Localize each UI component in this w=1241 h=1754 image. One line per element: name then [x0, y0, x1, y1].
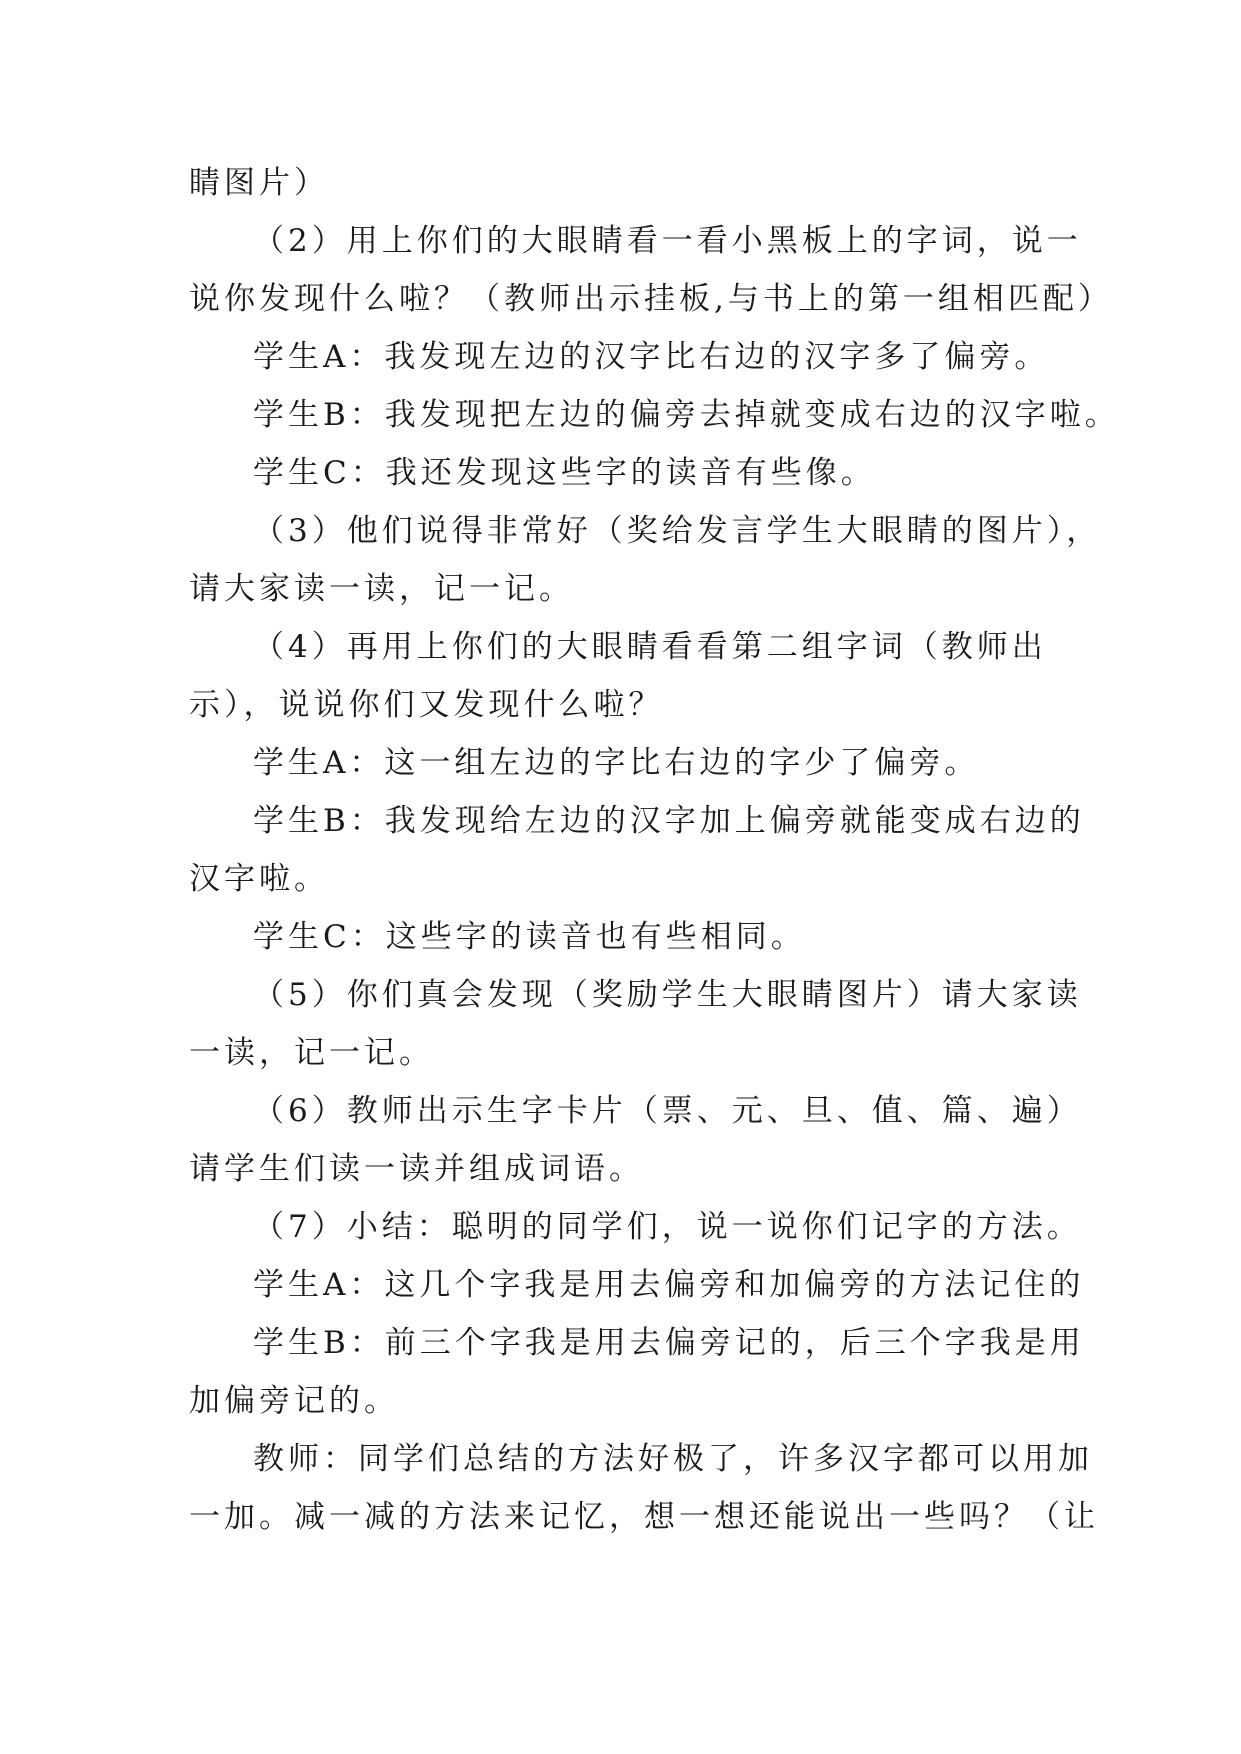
text-line-7: （3）他们说得非常好（奖给发言学生大眼睛的图片）， — [253, 513, 1102, 549]
text-line-5: 学生B：我发现把左边的偏旁去掉就变成右边的汉字啦。 — [253, 397, 1120, 433]
text-line-17: （6）教师出示生字卡片（票、元、旦、值、篇、遍） — [253, 1093, 1082, 1129]
text-line-24: 一加。减一减的方法来记忆，想一想还能说出一些吗？（让 — [189, 1499, 1099, 1535]
text-line-13: 汉字啦。 — [189, 861, 329, 897]
text-line-3: 说你发现什么啦？（教师出示挂板,与书上的第一组相匹配） — [189, 281, 1113, 317]
text-line-12: 学生B：我发现给左边的汉字加上偏旁就能变成右边的 — [253, 803, 1085, 839]
text-line-19: （7）小结：聪明的同学们，说一说你们记字的方法。 — [253, 1209, 1082, 1245]
text-line-11: 学生A：这一组左边的字比右边的字少了偏旁。 — [253, 745, 980, 781]
text-line-2: （2）用上你们的大眼睛看一看小黑板上的字词，说一 — [253, 223, 1082, 259]
text-line-8: 请大家读一读，记一记。 — [189, 571, 574, 607]
text-line-23: 教师：同学们总结的方法好极了，许多汉字都可以用加 — [253, 1441, 1093, 1477]
text-line-10: 示），说说你们又发现什么啦？ — [189, 687, 664, 723]
text-line-21: 学生B：前三个字我是用去偏旁记的，后三个字我是用 — [253, 1325, 1085, 1361]
text-line-22: 加偏旁记的。 — [189, 1383, 399, 1419]
text-line-16: 一读，记一记。 — [189, 1035, 434, 1071]
text-line-6: 学生C：我还发现这些字的读音有些像。 — [253, 455, 876, 491]
text-line-1: 睛图片） — [189, 165, 329, 201]
text-line-4: 学生A：我发现左边的汉字比右边的汉字多了偏旁。 — [253, 339, 1050, 375]
text-line-9: （4）再用上你们的大眼睛看看第二组字词（教师出 — [253, 629, 1047, 665]
text-line-15: （5）你们真会发现（奖励学生大眼睛图片）请大家读 — [253, 977, 1082, 1013]
text-line-18: 请学生们读一读并组成词语。 — [189, 1151, 644, 1187]
text-line-14: 学生C：这些字的读音也有些相同。 — [253, 919, 806, 955]
text-line-20: 学生A：这几个字我是用去偏旁和加偏旁的方法记住的 — [253, 1267, 1085, 1303]
